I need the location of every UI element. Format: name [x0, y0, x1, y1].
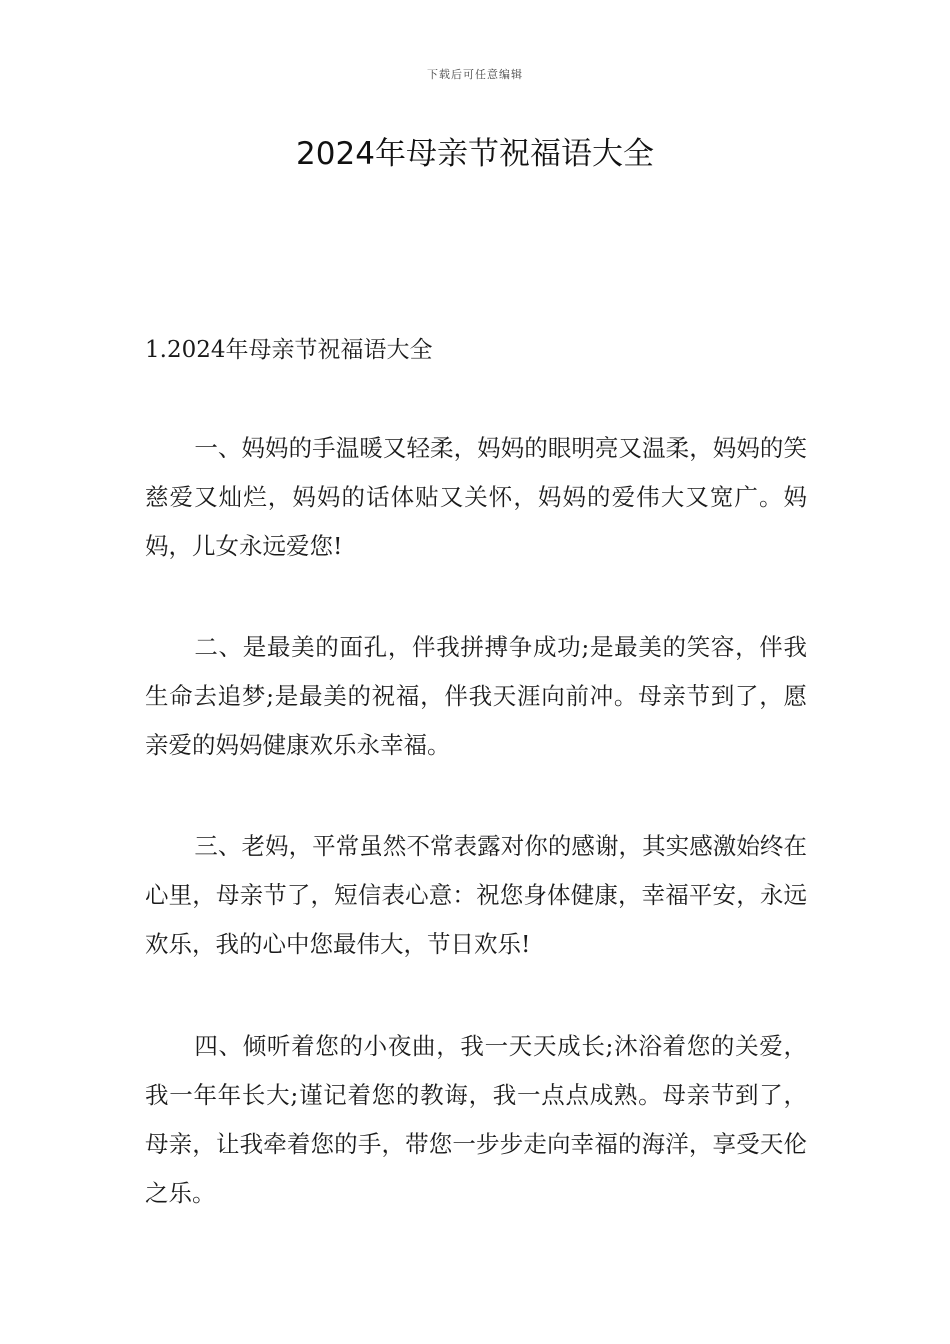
paragraph-1: 一、妈妈的手温暖又轻柔，妈妈的眼明亮又温柔，妈妈的笑慈爱又灿烂，妈妈的话体贴又关怀，妈妈的爱伟大又宽广。妈妈，儿女永远爱您! [145, 434, 807, 560]
paragraph-3: 三、老妈，平常虽然不常表露对你的感谢，其实感激始终在心里，母亲节了，短信表心意：祝您身体健康，幸福平安，永远欢乐，我的心中您最伟大，节日欢乐! [145, 832, 807, 958]
paragraph-2: 二、是最美的面孔，伴我拼搏争成功;是最美的笑容，伴我生命去追梦;是最美的祝福，伴我天涯向前冲。母亲节到了，愿亲爱的妈妈健康欢乐永幸福。 [145, 633, 807, 759]
document-title: 2024年母亲节祝福语大全 [296, 136, 654, 172]
paragraph-4: 四、倾听着您的小夜曲，我一天天成长;沐浴着您的关爱，我一年年长大;谨记着您的教诲，我一点点成熟。母亲节到了，母亲，让我牵着您的手，带您一步步走向幸福的海洋，享受天伦之乐。 [145, 1032, 807, 1207]
section-heading: 1.2024年母亲节祝福语大全 [145, 337, 433, 363]
header-note: 下载后可任意编辑 [427, 68, 523, 81]
